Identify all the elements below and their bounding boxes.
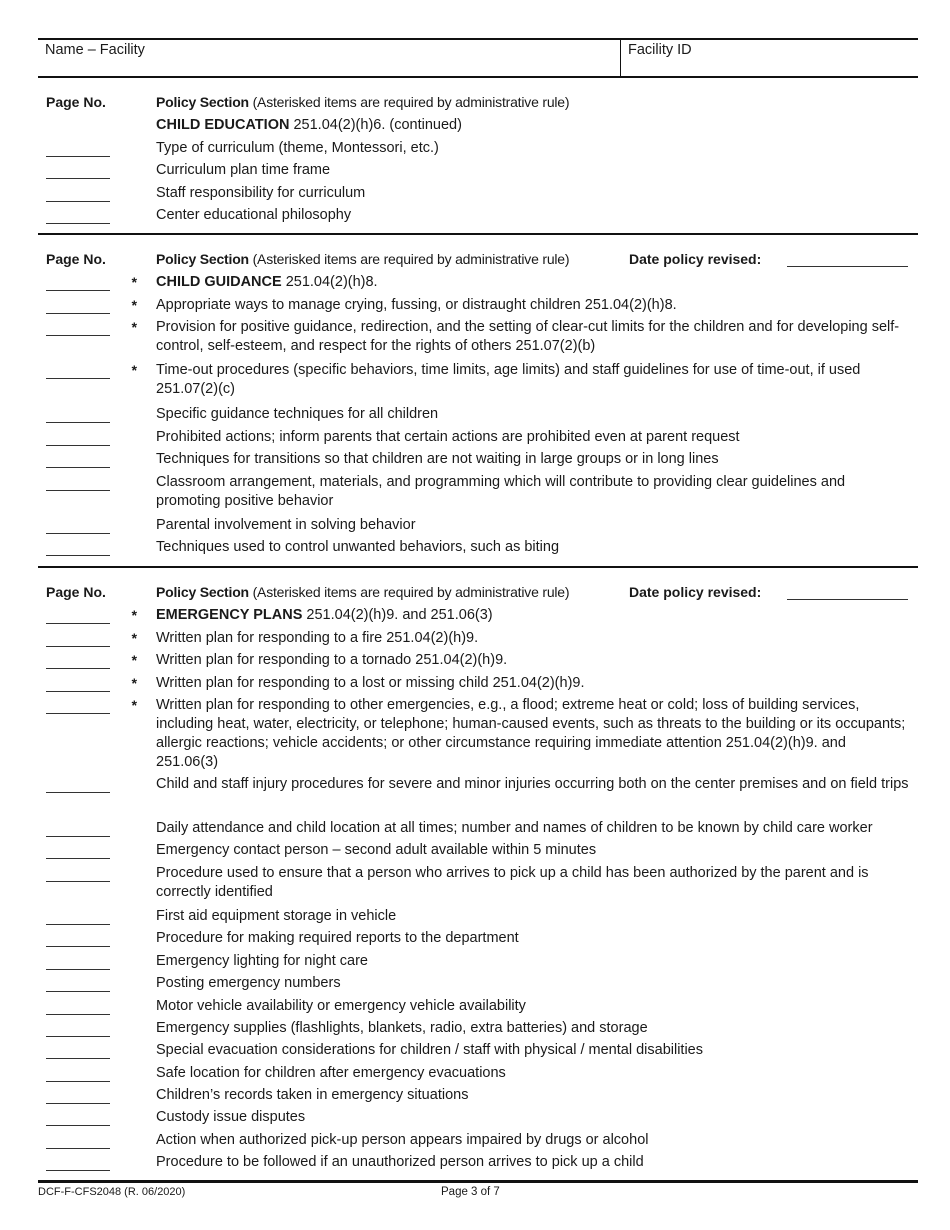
policy-section-label: Policy Section <box>156 251 249 267</box>
required-asterisk: * <box>131 607 137 623</box>
policy-section-note: (Asterisked items are required by administrative rule) <box>248 94 570 110</box>
page-number-blank[interactable] <box>46 313 110 314</box>
page-number-blank[interactable] <box>46 445 110 446</box>
page-number-blank[interactable] <box>46 156 110 157</box>
policy-item-text: Type of curriculum (theme, Montessori, etc.) <box>156 140 439 156</box>
policy-item-text: Time-out procedures (specific behaviors, time limits, age limits) and staff guidelines for use of time-out, if used 251.07(2)(c) <box>156 362 861 397</box>
policy-item-text: Appropriate ways to manage crying, fussing, or distraught children 251.04(2)(h)8. <box>156 297 677 313</box>
policy-section-label: Policy Section <box>156 94 249 110</box>
policy-item-text: Written plan for responding to other emergencies, e.g., a flood; extreme heat or cold; loss of building services, including heat, water, electricity, or telephone; human-caused events, such as threats to the building or its occupants; allergic reactions; vehicle accidents; or other circumstance requiring immediate attention 251.04(2)(h)9. and 251.06(3) <box>156 697 906 770</box>
policy-item-text: Techniques for transitions so that children are not waiting in large groups or in long lines <box>156 451 719 467</box>
page-number-blank[interactable] <box>46 490 110 491</box>
policy-item-text: Motor vehicle availability or emergency vehicle availability <box>156 998 526 1014</box>
page-number-blank[interactable] <box>46 1014 110 1015</box>
page-number-blank[interactable] <box>46 1125 110 1126</box>
date-revised-label: Date policy revised: <box>629 584 762 600</box>
page-number-blank[interactable] <box>46 1036 110 1037</box>
policy-item-text: Emergency lighting for night care <box>156 953 368 969</box>
page-number-blank[interactable] <box>46 1081 110 1082</box>
page-number-blank[interactable] <box>46 646 110 647</box>
page-number-blank[interactable] <box>46 1148 110 1149</box>
section-divider <box>38 233 918 235</box>
policy-item-text: Prohibited actions; inform parents that certain actions are prohibited even at parent request <box>156 429 740 445</box>
page-no-label: Page No. <box>46 94 106 110</box>
policy-item-text: Daily attendance and child location at all times; number and names of children to be known by child care worker <box>156 820 873 836</box>
page-number-blank[interactable] <box>46 858 110 859</box>
required-asterisk: * <box>131 319 137 335</box>
policy-item-text: Written plan for responding to a lost or missing child 251.04(2)(h)9. <box>156 675 585 691</box>
section-title-bold: CHILD GUIDANCE <box>156 274 282 290</box>
page-no-label: Page No. <box>46 251 106 267</box>
policy-item-text: Procedure used to ensure that a person who arrives to pick up a child has been authorized by the parent and is correctly identified <box>156 865 869 900</box>
policy-item-text: Written plan for responding to a fire 251.04(2)(h)9. <box>156 630 479 646</box>
required-asterisk: * <box>131 362 137 378</box>
required-asterisk: * <box>131 675 137 691</box>
policy-item-text: Custody issue disputes <box>156 1109 306 1125</box>
page-indicator: Page 3 of 7 <box>441 1186 500 1198</box>
policy-item-text: Posting emergency numbers <box>156 975 341 991</box>
page-number-blank[interactable] <box>46 924 110 925</box>
policy-item-text: First aid equipment storage in vehicle <box>156 908 397 924</box>
section-title-rest: 251.04(2)(h)9. and 251.06(3) <box>302 607 493 623</box>
required-asterisk: * <box>131 297 137 313</box>
date-revised-field[interactable] <box>787 266 908 267</box>
policy-section-note: (Asterisked items are required by administrative rule) <box>248 251 570 267</box>
page-number-blank[interactable] <box>46 991 110 992</box>
section-title-bold: EMERGENCY PLANS <box>156 607 303 623</box>
page-number-blank[interactable] <box>46 555 110 556</box>
facility-id-field[interactable]: Facility ID <box>628 42 692 58</box>
policy-item-text: Parental involvement in solving behavior <box>156 517 416 533</box>
policy-section-label: Policy Section <box>156 584 249 600</box>
name-facility-field[interactable]: Name – Facility <box>45 42 145 58</box>
page-number-blank[interactable] <box>46 668 110 669</box>
required-asterisk: * <box>131 697 137 713</box>
policy-item-text: Curriculum plan time frame <box>156 162 331 178</box>
page-number-blank[interactable] <box>46 178 110 179</box>
page-number-blank[interactable] <box>46 378 110 379</box>
required-asterisk: * <box>131 630 137 646</box>
section-title-rest: 251.04(2)(h)6. (continued) <box>289 117 462 133</box>
page-number-blank[interactable] <box>46 713 110 714</box>
page-number-blank[interactable] <box>46 623 110 624</box>
section-title-rest: 251.04(2)(h)8. <box>281 274 378 290</box>
policy-item-text: Techniques used to control unwanted behaviors, such as biting <box>156 539 560 555</box>
policy-item-text: Child and staff injury procedures for severe and minor injuries occurring both on the center premises and on field trips <box>156 776 909 792</box>
policy-item-text: Safe location for children after emergency evacuations <box>156 1065 506 1081</box>
page-number-blank[interactable] <box>46 836 110 837</box>
policy-item-text: Emergency supplies (flashlights, blankets, radio, extra batteries) and storage <box>156 1020 648 1036</box>
required-asterisk: * <box>131 652 137 668</box>
page-number-blank[interactable] <box>46 335 110 336</box>
facility-header <box>38 38 918 78</box>
policy-item-text: Classroom arrangement, materials, and programming which will contribute to providing clear guidelines and promoting positive behavior <box>156 474 846 509</box>
header-divider <box>620 40 621 78</box>
page-number-blank[interactable] <box>46 533 110 534</box>
page-number-blank[interactable] <box>46 1058 110 1059</box>
page-number-blank[interactable] <box>46 1103 110 1104</box>
date-revised-label: Date policy revised: <box>629 251 762 267</box>
page-number-blank[interactable] <box>46 1170 110 1171</box>
required-asterisk: * <box>131 274 137 290</box>
policy-item-text: Emergency contact person – second adult available within 5 minutes <box>156 842 597 858</box>
page-number-blank[interactable] <box>46 223 110 224</box>
date-revised-field[interactable] <box>787 599 908 600</box>
policy-item-text: Staff responsibility for curriculum <box>156 185 366 201</box>
page-number-blank[interactable] <box>46 792 110 793</box>
policy-item-text: Written plan for responding to a tornado 251.04(2)(h)9. <box>156 652 508 668</box>
policy-item-text: Provision for positive guidance, redirection, and the setting of clear-cut limits for the children and for developing self-control, self-esteem, and respect for the rights of others 251.07(2)(b) <box>156 319 900 354</box>
page-number-blank[interactable] <box>46 290 110 291</box>
policy-section-note: (Asterisked items are required by administrative rule) <box>248 584 570 600</box>
policy-item-text: Special evacuation considerations for children / staff with physical / mental disabilities <box>156 1042 703 1058</box>
page-number-blank[interactable] <box>46 201 110 202</box>
section-divider <box>38 566 918 568</box>
page-bottom-rule <box>38 1180 918 1183</box>
page-number-blank[interactable] <box>46 946 110 947</box>
page-number-blank[interactable] <box>46 881 110 882</box>
page-number-blank[interactable] <box>46 969 110 970</box>
policy-item-text: Children’s records taken in emergency situations <box>156 1087 469 1103</box>
section-title-bold: CHILD EDUCATION <box>156 117 290 133</box>
page-no-label: Page No. <box>46 584 106 600</box>
policy-item-text: Specific guidance techniques for all children <box>156 406 439 422</box>
page-number-blank[interactable] <box>46 691 110 692</box>
form-id: DCF-F-CFS2048 (R. 06/2020) <box>38 1186 186 1198</box>
policy-item-text: Action when authorized pick-up person appears impaired by drugs or alcohol <box>156 1132 649 1148</box>
policy-item-text: Procedure for making required reports to the department <box>156 930 519 946</box>
policy-item-text: Procedure to be followed if an unauthorized person arrives to pick up a child <box>156 1154 644 1170</box>
page-number-blank[interactable] <box>46 467 110 468</box>
page-number-blank[interactable] <box>46 422 110 423</box>
policy-section-heading <box>156 93 911 112</box>
policy-item-text: Center educational philosophy <box>156 207 352 223</box>
